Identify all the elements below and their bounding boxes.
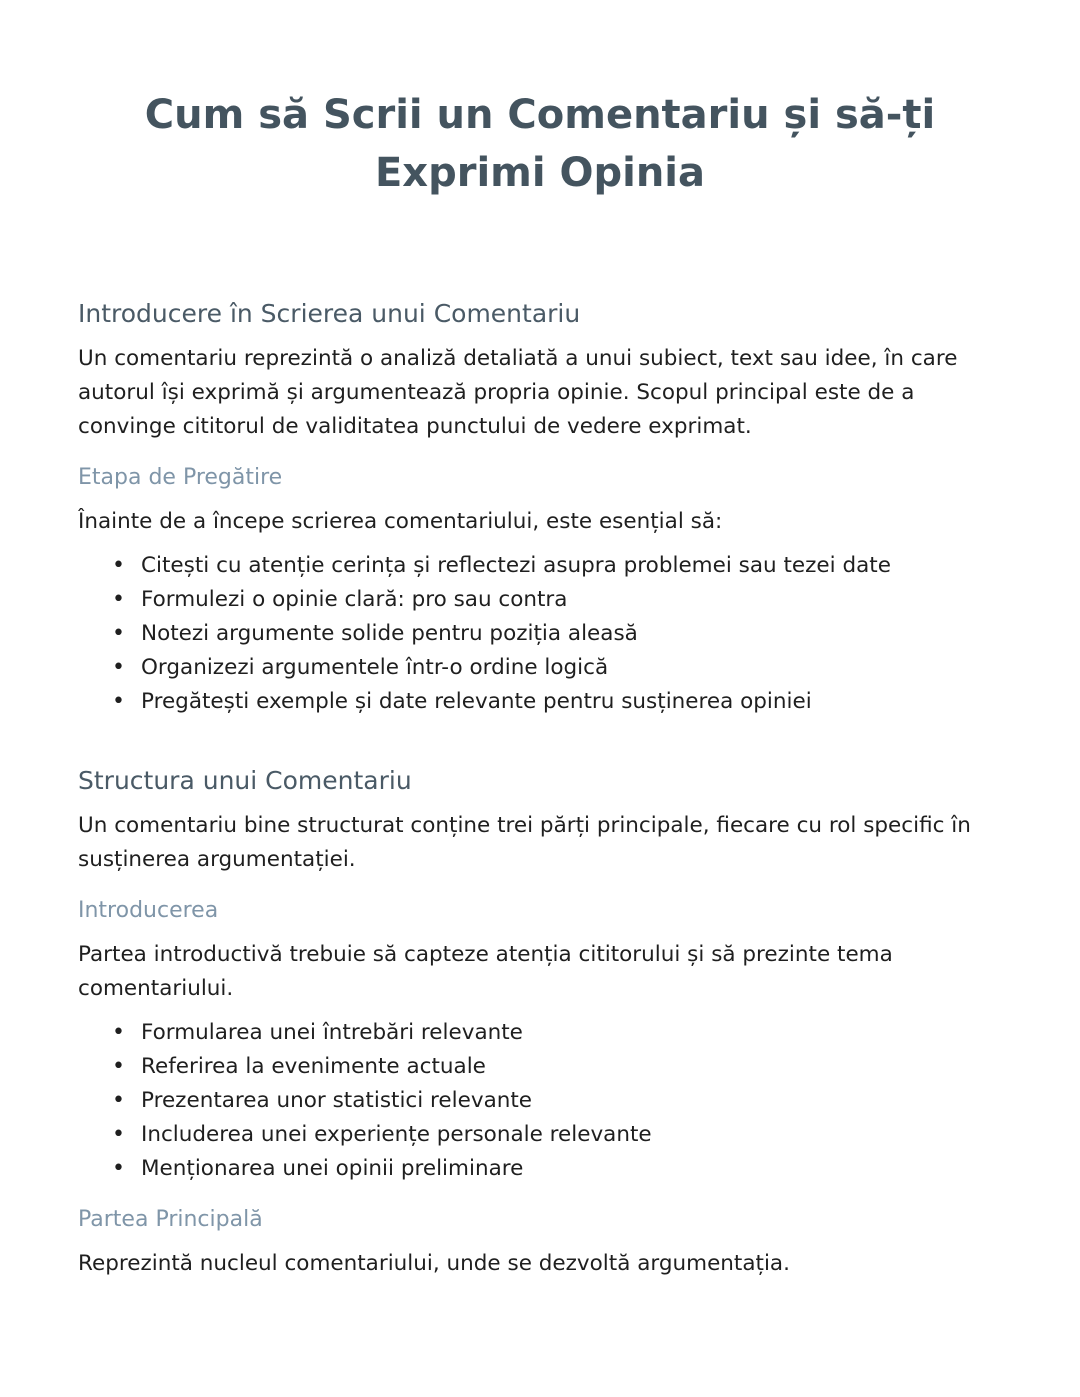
section-paragraph-introducere: Un comentariu reprezintă o analiză detaliată a unui subiect, text sau idee, în care autorul își exprimă și argumentează propria opinie. Scopul principal este de a convinge cititorul de validitatea punctului de vedere exprimat. (78, 346, 958, 439)
document-title: Cum să Scrii un Comentariu și să-ți Exprimi Opinia (144, 92, 936, 196)
subsection-heading-etapa-pregatire: Etapa de Pregătire (78, 465, 283, 490)
list-item: • Prezentarea unor statistici relevante (141, 1084, 1002, 1118)
section-heading-structura: Structura unui Comentariu (78, 766, 412, 795)
subsection-paragraph-partea-principala: Reprezintă nucleul comentariului, unde se dezvoltă argumentația. (78, 1251, 790, 1276)
subsection-heading-partea-principala: Partea Principală (78, 1207, 263, 1232)
bullet-list-etapa-pregatire (78, 549, 1002, 719)
section-heading-introducere: Introducere în Scrierea unui Comentariu (78, 299, 581, 328)
subsection-paragraph-introducerea: Partea introductivă trebuie să capteze atenția cititorului și să prezinte tema comentariului. (78, 942, 893, 1001)
list-item: • Formularea unei întrebări relevante (141, 1016, 1002, 1050)
list-item: • Notezi argumente solide pentru poziția aleasă (141, 617, 1002, 651)
list-item: • Menționarea unei opinii preliminare (141, 1152, 1002, 1186)
list-item: • Pregătești exemple și date relevante pentru susținerea opiniei (141, 685, 1002, 719)
list-item: • Citești cu atenție cerința și reflectezi asupra problemei sau tezei date (141, 549, 1002, 583)
section-paragraph-structura: Un comentariu bine structurat conține trei părți principale, fiecare cu rol specific în susținerea argumentației. (78, 813, 971, 872)
list-item: • Organizezi argumentele într-o ordine logică (141, 651, 1002, 685)
bullet-list-introducerea (78, 1016, 1002, 1186)
subsection-paragraph-etapa-pregatire: Înainte de a începe scrierea comentariului, este esențial să: (78, 509, 723, 534)
subsection-heading-introducerea: Introducerea (78, 898, 219, 923)
list-item: • Formulezi o opinie clară: pro sau contra (141, 583, 1002, 617)
list-item: • Includerea unei experiențe personale relevante (141, 1118, 1002, 1152)
list-item: • Referirea la evenimente actuale (141, 1050, 1002, 1084)
